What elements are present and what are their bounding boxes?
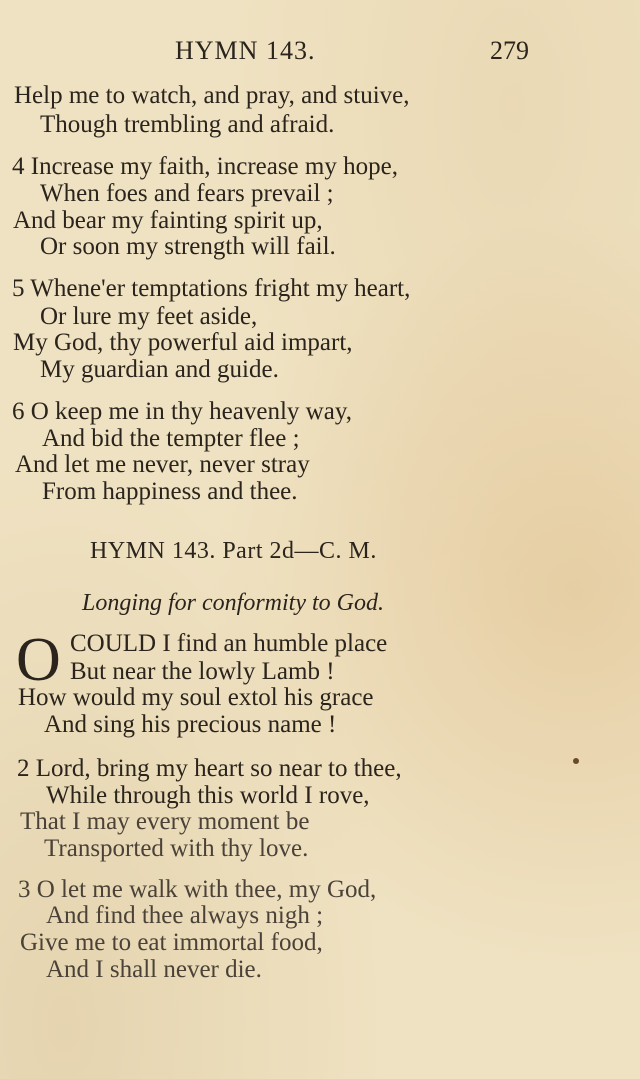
ink-speck xyxy=(573,758,579,764)
verse-line: 3 O let me walk with thee, my God, xyxy=(18,876,377,903)
verse-line: But near the lowly Lamb ! xyxy=(70,658,335,685)
verse-line: 4 Increase my faith, increase my hope, xyxy=(12,153,398,180)
hymn-subtitle: Longing for conformity to God. xyxy=(82,590,385,616)
running-title: HYMN 143. xyxy=(175,36,316,65)
verse-line: How would my soul extol his grace xyxy=(18,684,374,711)
verse-line: 2 Lord, bring my heart so near to thee, xyxy=(17,755,402,782)
running-head xyxy=(0,36,640,70)
verse-line: Give me to eat immortal food, xyxy=(20,929,323,956)
verse-line: That I may every moment be xyxy=(20,808,310,835)
verse-line: 6 O keep me in thy heavenly way, xyxy=(12,398,352,425)
verse-line: My guardian and guide. xyxy=(40,356,279,383)
verse-line: My God, thy powerful aid impart, xyxy=(13,329,353,356)
verse-line: While through this world I rove, xyxy=(46,782,370,809)
verse-line: Transported with thy love. xyxy=(44,835,309,862)
verse-line: And I shall never die. xyxy=(46,956,262,983)
verse-line: And sing his precious name ! xyxy=(44,711,337,738)
verse-line: 5 Whene'er temptations fright my heart, xyxy=(12,275,411,302)
verse-line: COULD I find an humble place xyxy=(70,630,388,657)
verse-line: And bid the tempter flee ; xyxy=(42,425,300,452)
verse-line: And bear my fainting spirit up, xyxy=(13,207,323,234)
verse-line: Though trembling and afraid. xyxy=(40,111,335,138)
verse-line: Or soon my strength will fail. xyxy=(40,233,336,260)
verse-line: And find thee always nigh ; xyxy=(46,902,324,929)
page-number: 279 xyxy=(490,36,529,65)
drop-cap: O xyxy=(16,626,61,694)
verse-line: And let me never, never stray xyxy=(15,451,310,478)
hymn-heading: HYMN 143. Part 2d—C. M. xyxy=(90,538,377,564)
verse-line: From happiness and thee. xyxy=(42,478,298,505)
verse-line: When foes and fears prevail ; xyxy=(40,180,334,207)
verse-line: Or lure my feet aside, xyxy=(40,303,258,330)
verse-line: Help me to watch, and pray, and stuive, xyxy=(14,82,410,109)
